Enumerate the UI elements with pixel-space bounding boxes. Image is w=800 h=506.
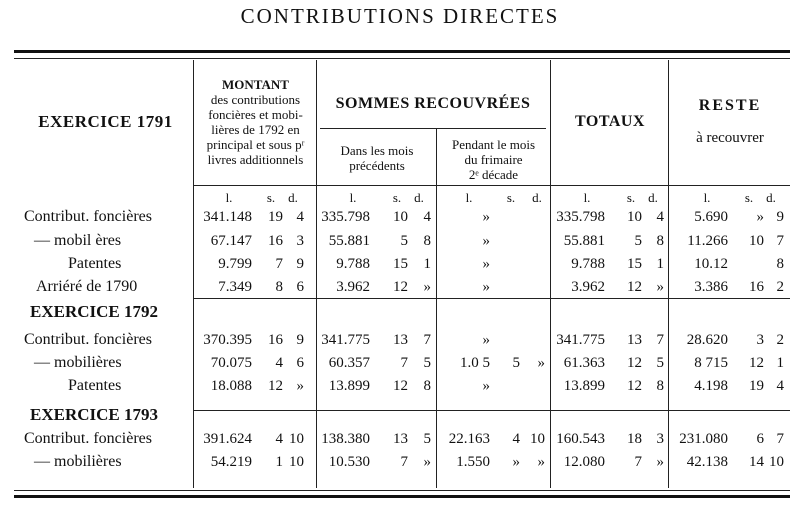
unit-d: d.	[288, 190, 298, 205]
unit-l: l.	[465, 190, 473, 205]
divider-totaux	[550, 60, 551, 488]
unit-d: d.	[648, 190, 658, 205]
reste-subheader: à recouvrer	[696, 130, 764, 146]
montant-line-3: foncières et mobi-	[208, 107, 303, 122]
montant-line-5: principal et sous pʳ	[206, 137, 305, 152]
pendant-livres-cell: 22.163	[448, 431, 490, 447]
montant-livres-cell: 370.395	[203, 332, 252, 348]
totaux-deniers-cell: 4	[656, 209, 664, 225]
dans-livres-cell: 138.380	[321, 431, 370, 447]
dans-livres-cell: 60.357	[328, 355, 370, 371]
unit-l: l.	[583, 190, 591, 205]
section2-rule	[194, 410, 790, 411]
totaux-deniers-cell: 1	[656, 256, 664, 272]
unit-s: s.	[506, 190, 516, 205]
unit-l: l.	[225, 190, 233, 205]
dans-livres-cell: 335.798	[321, 209, 370, 225]
top-rule-thin	[14, 58, 790, 59]
montant-deniers-cell: 9	[296, 332, 304, 348]
exercice-1792-heading: EXERCICE 1792	[30, 302, 158, 321]
pendant-sous-cell: »	[512, 454, 520, 470]
reste-sous-cell: 14	[749, 454, 764, 470]
montant-sous-cell: 8	[275, 279, 283, 295]
row-label: Contribut. foncières	[24, 208, 152, 225]
totaux-sous-cell: 12	[627, 279, 642, 295]
unit-s: s.	[392, 190, 402, 205]
dans-livres-cell: 9.788	[336, 256, 370, 272]
montant-line-6: livres additionnels	[207, 152, 304, 167]
montant-livres-cell: 9.799	[218, 256, 252, 272]
row-label: Arriéré de 1790	[36, 278, 138, 295]
montant-deniers-cell: 10	[289, 454, 304, 470]
unit-l: l.	[349, 190, 357, 205]
totaux-deniers-cell: »	[656, 454, 664, 470]
page-title: CONTRIBUTIONS DIRECTES	[240, 4, 560, 28]
totaux-sous-cell: 18	[627, 431, 642, 447]
pendant-livres-cell: »	[482, 233, 490, 249]
montant-deniers-cell: 6	[296, 355, 304, 371]
totaux-deniers-cell: 7	[656, 332, 664, 348]
reste-deniers-cell: 8	[776, 256, 784, 272]
pendant-livres-cell: »	[482, 378, 490, 394]
reste-header: RESTE	[698, 97, 762, 114]
totaux-livres-cell: 9.788	[571, 256, 605, 272]
unit-d: d.	[766, 190, 776, 205]
reste-deniers-cell: 4	[776, 378, 784, 394]
totaux-livres-cell: 13.899	[563, 378, 605, 394]
reste-livres-cell: 42.138	[686, 454, 728, 470]
dans-deniers-cell: 8	[423, 378, 431, 394]
dans-sous-cell: 13	[393, 431, 408, 447]
reste-deniers-cell: 2	[776, 332, 784, 348]
section1-rule	[194, 298, 790, 299]
header-bottom-rule	[194, 185, 790, 186]
totaux-livres-cell: 61.363	[563, 355, 605, 371]
row-label: Contribut. foncières	[24, 430, 152, 447]
top-rule-thick	[14, 50, 790, 53]
reste-sous-cell: 6	[756, 431, 764, 447]
montant-deniers-cell: 6	[296, 279, 304, 295]
pendant-livres-cell: »	[482, 279, 490, 295]
dans-deniers-cell: 4	[423, 209, 431, 225]
pendant-deniers-cell: »	[537, 454, 545, 470]
dans-livres-cell: 10.530	[328, 454, 370, 470]
montant-livres-cell: 70.075	[210, 355, 252, 371]
reste-deniers-cell: 1	[776, 355, 784, 371]
dans-deniers-cell: 1	[423, 256, 431, 272]
montant-sous-cell: 12	[268, 378, 283, 394]
totaux-deniers-cell: 8	[656, 233, 664, 249]
dans-livres-cell: 3.962	[336, 279, 370, 295]
divider-montant	[193, 60, 194, 488]
row-label: Patentes	[68, 377, 122, 394]
dans-deniers-cell: 5	[423, 431, 431, 447]
reste-livres-cell: 11.266	[687, 233, 728, 249]
dans-sous-cell: 10	[393, 209, 408, 225]
dans-deniers-cell: »	[423, 454, 431, 470]
dans-sous-cell: 12	[393, 279, 408, 295]
dans-livres-cell: 55.881	[328, 233, 370, 249]
totaux-livres-cell: 341.775	[556, 332, 605, 348]
reste-deniers-cell: 10	[769, 454, 784, 470]
dans-deniers-cell: 5	[423, 355, 431, 371]
reste-livres-cell: 3.386	[694, 279, 728, 295]
totaux-sous-cell: 5	[634, 233, 642, 249]
dans-sous-cell: 7	[400, 454, 408, 470]
totaux-deniers-cell: 8	[656, 378, 664, 394]
pendant-sous-cell: 5	[512, 355, 520, 371]
montant-livres-cell: 67.147	[210, 233, 252, 249]
pendant-deniers-cell: »	[537, 355, 545, 371]
unit-s: s.	[744, 190, 754, 205]
totaux-sous-cell: 15	[627, 256, 642, 272]
exercice-1791-heading: EXERCICE 1791	[38, 112, 173, 131]
unit-s: s.	[626, 190, 636, 205]
totaux-sous-cell: 7	[634, 454, 642, 470]
pendant-line-2: du frimaire	[464, 152, 523, 167]
reste-livres-cell: 10.12	[694, 256, 728, 272]
montant-sous-cell: 16	[268, 233, 283, 249]
montant-line-4: lières de 1792 en	[211, 122, 300, 137]
montant-livres-cell: 391.624	[203, 431, 252, 447]
row-label: — mobilières	[34, 453, 122, 470]
pendant-line-1: Pendant le mois	[451, 137, 536, 152]
montant-deniers-cell: 4	[296, 209, 304, 225]
totaux-livres-cell: 12.080	[563, 454, 605, 470]
reste-sous-cell: »	[756, 209, 764, 225]
dans-deniers-cell: »	[423, 279, 431, 295]
totaux-deniers-cell: 5	[656, 355, 664, 371]
reste-livres-cell: 8 715	[694, 355, 728, 371]
montant-deniers-cell: 10	[289, 431, 304, 447]
reste-deniers-cell: 7	[776, 431, 784, 447]
row-label: — mobil ères	[34, 232, 122, 249]
reste-livres-cell: 28.620	[686, 332, 728, 348]
pendant-livres-cell: »	[482, 209, 490, 225]
totaux-livres-cell: 3.962	[571, 279, 605, 295]
montant-sous-cell: 4	[275, 431, 283, 447]
montant-line-1: MONTANT	[222, 77, 289, 92]
dans-sous-cell: 12	[393, 378, 408, 394]
montant-sous-cell: 4	[275, 355, 283, 371]
montant-livres-cell: 341.148	[203, 209, 252, 225]
montant-line-2: des contributions	[210, 92, 301, 107]
montant-header	[195, 77, 316, 167]
montant-livres-cell: 18.088	[210, 378, 252, 394]
unit-l: l.	[703, 190, 711, 205]
divider-reste	[668, 60, 669, 488]
dans-sous-cell: 13	[393, 332, 408, 348]
bottom-rule-thick	[14, 495, 790, 498]
pendant-line-3: 2ᵉ décade	[468, 167, 519, 182]
dans-livres-cell: 13.899	[328, 378, 370, 394]
montant-sous-cell: 16	[268, 332, 283, 348]
montant-deniers-cell: 9	[296, 256, 304, 272]
pendant-livres-cell: »	[482, 256, 490, 272]
row-label: — mobilières	[34, 354, 122, 371]
montant-deniers-cell: »	[296, 378, 304, 394]
montant-sous-cell: 19	[268, 209, 283, 225]
reste-sous-cell: 19	[749, 378, 764, 394]
montant-deniers-cell: 3	[296, 233, 304, 249]
pendant-header	[437, 137, 550, 182]
dans-deniers-cell: 7	[423, 332, 431, 348]
bottom-rule-thin	[14, 490, 790, 491]
totaux-livres-cell: 335.798	[556, 209, 605, 225]
unit-d: d.	[532, 190, 542, 205]
dans-sous-cell: 15	[393, 256, 408, 272]
reste-deniers-cell: 7	[776, 233, 784, 249]
unit-s: s.	[266, 190, 276, 205]
totaux-sous-cell: 12	[627, 355, 642, 371]
pendant-deniers-cell: 10	[530, 431, 545, 447]
row-label: Patentes	[68, 255, 122, 272]
montant-livres-cell: 7.349	[218, 279, 252, 295]
montant-livres-cell: 54.219	[210, 454, 252, 470]
reste-sous-cell: 16	[749, 279, 764, 295]
totaux-sous-cell: 10	[627, 209, 642, 225]
sommes-underline	[320, 128, 546, 129]
reste-livres-cell: 231.080	[679, 431, 728, 447]
reste-sous-cell: 3	[756, 332, 764, 348]
reste-deniers-cell: 9	[776, 209, 784, 225]
row-label: Contribut. foncières	[24, 331, 152, 348]
reste-deniers-cell: 2	[776, 279, 784, 295]
reste-sous-cell: 12	[749, 355, 764, 371]
dans-deniers-cell: 8	[423, 233, 431, 249]
pendant-sous-cell: 4	[512, 431, 520, 447]
dans-mois-line-2: précédents	[349, 158, 405, 173]
totaux-sous-cell: 13	[627, 332, 642, 348]
totaux-livres-cell: 160.543	[556, 431, 605, 447]
divider-sommes	[316, 60, 317, 488]
reste-livres-cell: 5.690	[694, 209, 728, 225]
pendant-livres-cell: 1.0 5	[460, 355, 490, 371]
sommes-recouvrees-header: SOMMES RECOUVRÉES	[335, 95, 531, 112]
pendant-livres-cell: »	[482, 332, 490, 348]
totaux-deniers-cell: »	[656, 279, 664, 295]
reste-sous-cell: 10	[749, 233, 764, 249]
totaux-deniers-cell: 3	[656, 431, 664, 447]
unit-d: d.	[414, 190, 424, 205]
exercice-1793-heading: EXERCICE 1793	[30, 405, 158, 424]
dans-mois-line-1: Dans les mois	[340, 143, 414, 158]
dans-mois-header	[318, 143, 436, 173]
montant-sous-cell: 7	[275, 256, 283, 272]
reste-livres-cell: 4.198	[694, 378, 728, 394]
dans-sous-cell: 7	[400, 355, 408, 371]
totaux-livres-cell: 55.881	[563, 233, 605, 249]
montant-sous-cell: 1	[275, 454, 283, 470]
totaux-sous-cell: 12	[627, 378, 642, 394]
dans-sous-cell: 5	[400, 233, 408, 249]
pendant-livres-cell: 1.550	[456, 454, 490, 470]
dans-livres-cell: 341.775	[321, 332, 370, 348]
totaux-header: TOTAUX	[575, 113, 645, 130]
